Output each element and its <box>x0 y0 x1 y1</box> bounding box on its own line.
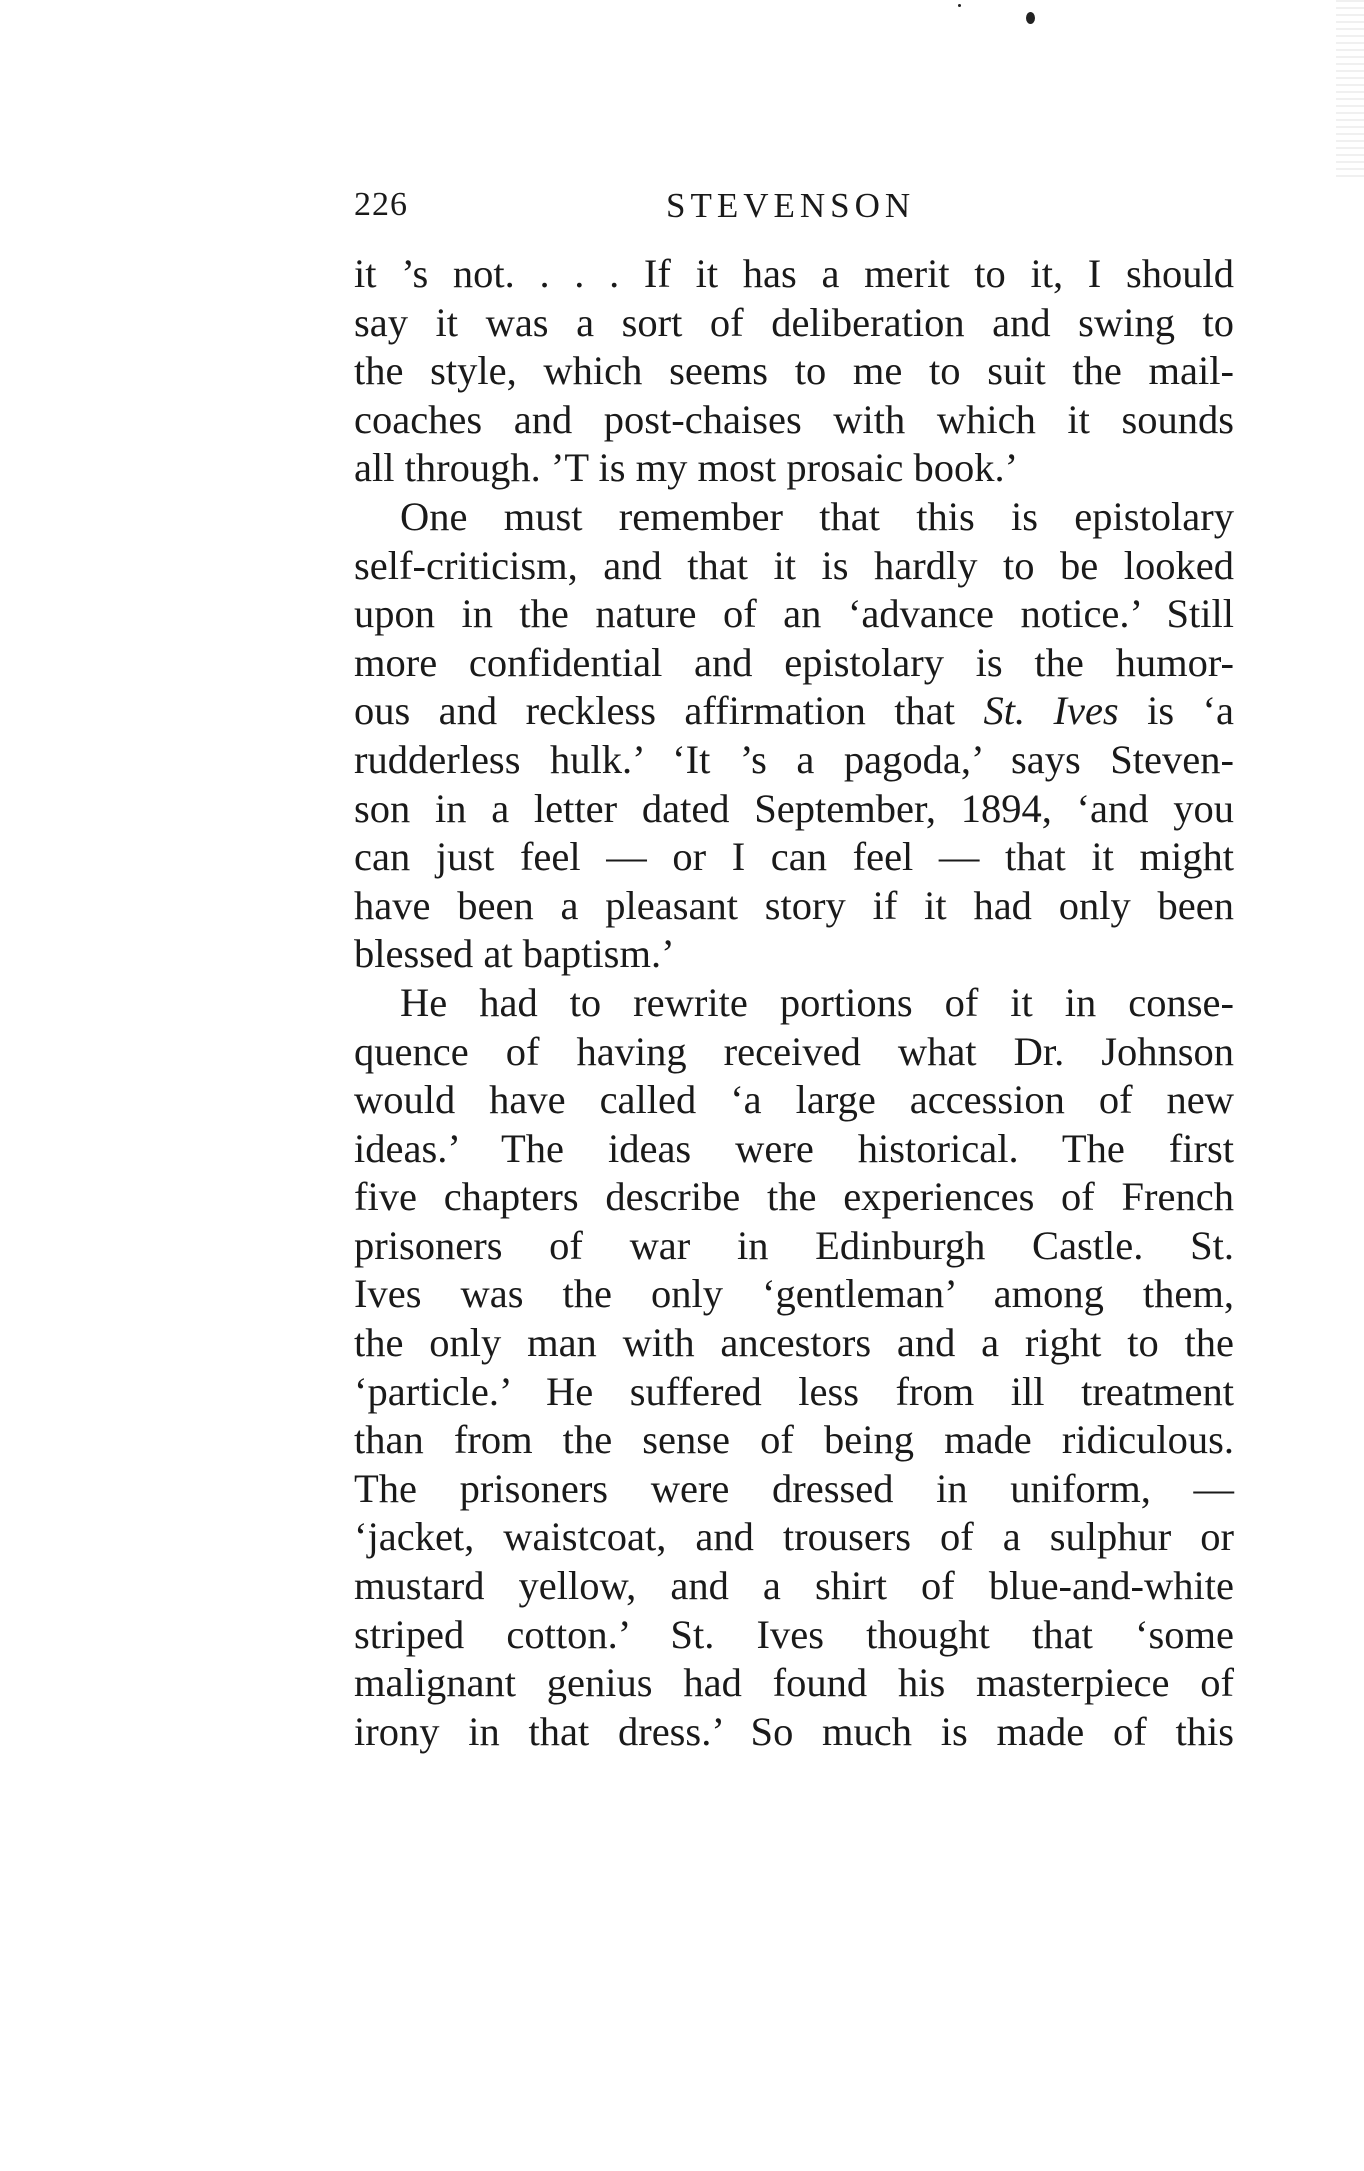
text-line: Ives was the only ‘gentleman’ among them, <box>354 1271 1234 1317</box>
page-header <box>354 180 1234 236</box>
text-line: self-criticism, and that it is hardly to be looked <box>354 542 1234 588</box>
book-title: St. Ives <box>983 688 1119 734</box>
text-line: The prisoners were dressed in uniform, — <box>354 1465 1234 1511</box>
text-line: say it was a sort of deliberation and swing to <box>354 299 1234 345</box>
ink-speck <box>958 4 961 7</box>
text-line: it ’s not. . . . If it has a merit to it, I should <box>354 251 1234 296</box>
ink-speck <box>1026 12 1035 24</box>
page-number: 226 <box>354 186 408 223</box>
text-line: five chapters describe the experiences of French <box>354 1174 1234 1220</box>
text-line: ‘jacket, waistcoat, and trousers of a sulphur or <box>354 1514 1234 1560</box>
text-line: can just feel — or I can feel — that it might <box>354 834 1234 880</box>
text-line: He had to rewrite portions of it in conse- <box>400 979 1234 1025</box>
text-line: the style, which seems to me to suit the mail- <box>354 348 1234 394</box>
text-line: son in a letter dated September, 1894, ‘and you <box>354 785 1234 831</box>
text-line: than from the sense of being made ridiculous. <box>354 1417 1234 1463</box>
body-text <box>354 250 1234 1756</box>
text-line: ous and reckless affirmation that St. Ives is ‘a <box>354 688 1234 734</box>
text-line: irony in that dress.’ So much is made of this <box>354 1708 1234 1754</box>
text-line: upon in the nature of an ‘advance notice.’ Still <box>354 591 1234 637</box>
text-line: malignant genius had found his masterpiece of <box>354 1660 1234 1706</box>
running-head: STEVENSON <box>666 186 916 225</box>
text-line: more confidential and epistolary is the humor- <box>354 639 1234 685</box>
text-line: all through. ’T is my most prosaic book.’ <box>354 445 1019 491</box>
text-line: ‘particle.’ He suffered less from ill treatment <box>354 1368 1234 1414</box>
text-line: mustard yellow, and a shirt of blue-and-white <box>354 1563 1234 1609</box>
text-line: the only man with ancestors and a right to the <box>354 1320 1234 1366</box>
text-line: striped cotton.’ St. Ives thought that ‘some <box>354 1611 1234 1657</box>
text-line: have been a pleasant story if it had only been <box>354 882 1234 928</box>
text-line: One must remember that this is epistolary <box>400 493 1234 539</box>
text-line: prisoners of war in Edinburgh Castle. St. <box>354 1222 1234 1268</box>
text-line: coaches and post-chaises with which it sounds <box>354 396 1234 442</box>
text-line: blessed at baptism.’ <box>354 931 675 977</box>
text-line: rudderless hulk.’ ‘It ’s a pagoda,’ says Steven- <box>354 736 1234 782</box>
text-line: would have called ‘a large accession of new <box>354 1077 1234 1123</box>
text-line: ideas.’ The ideas were historical. The first <box>354 1125 1234 1171</box>
text-line: quence of having received what Dr. Johnson <box>354 1028 1234 1074</box>
scan-edge-noise <box>1336 0 1364 180</box>
